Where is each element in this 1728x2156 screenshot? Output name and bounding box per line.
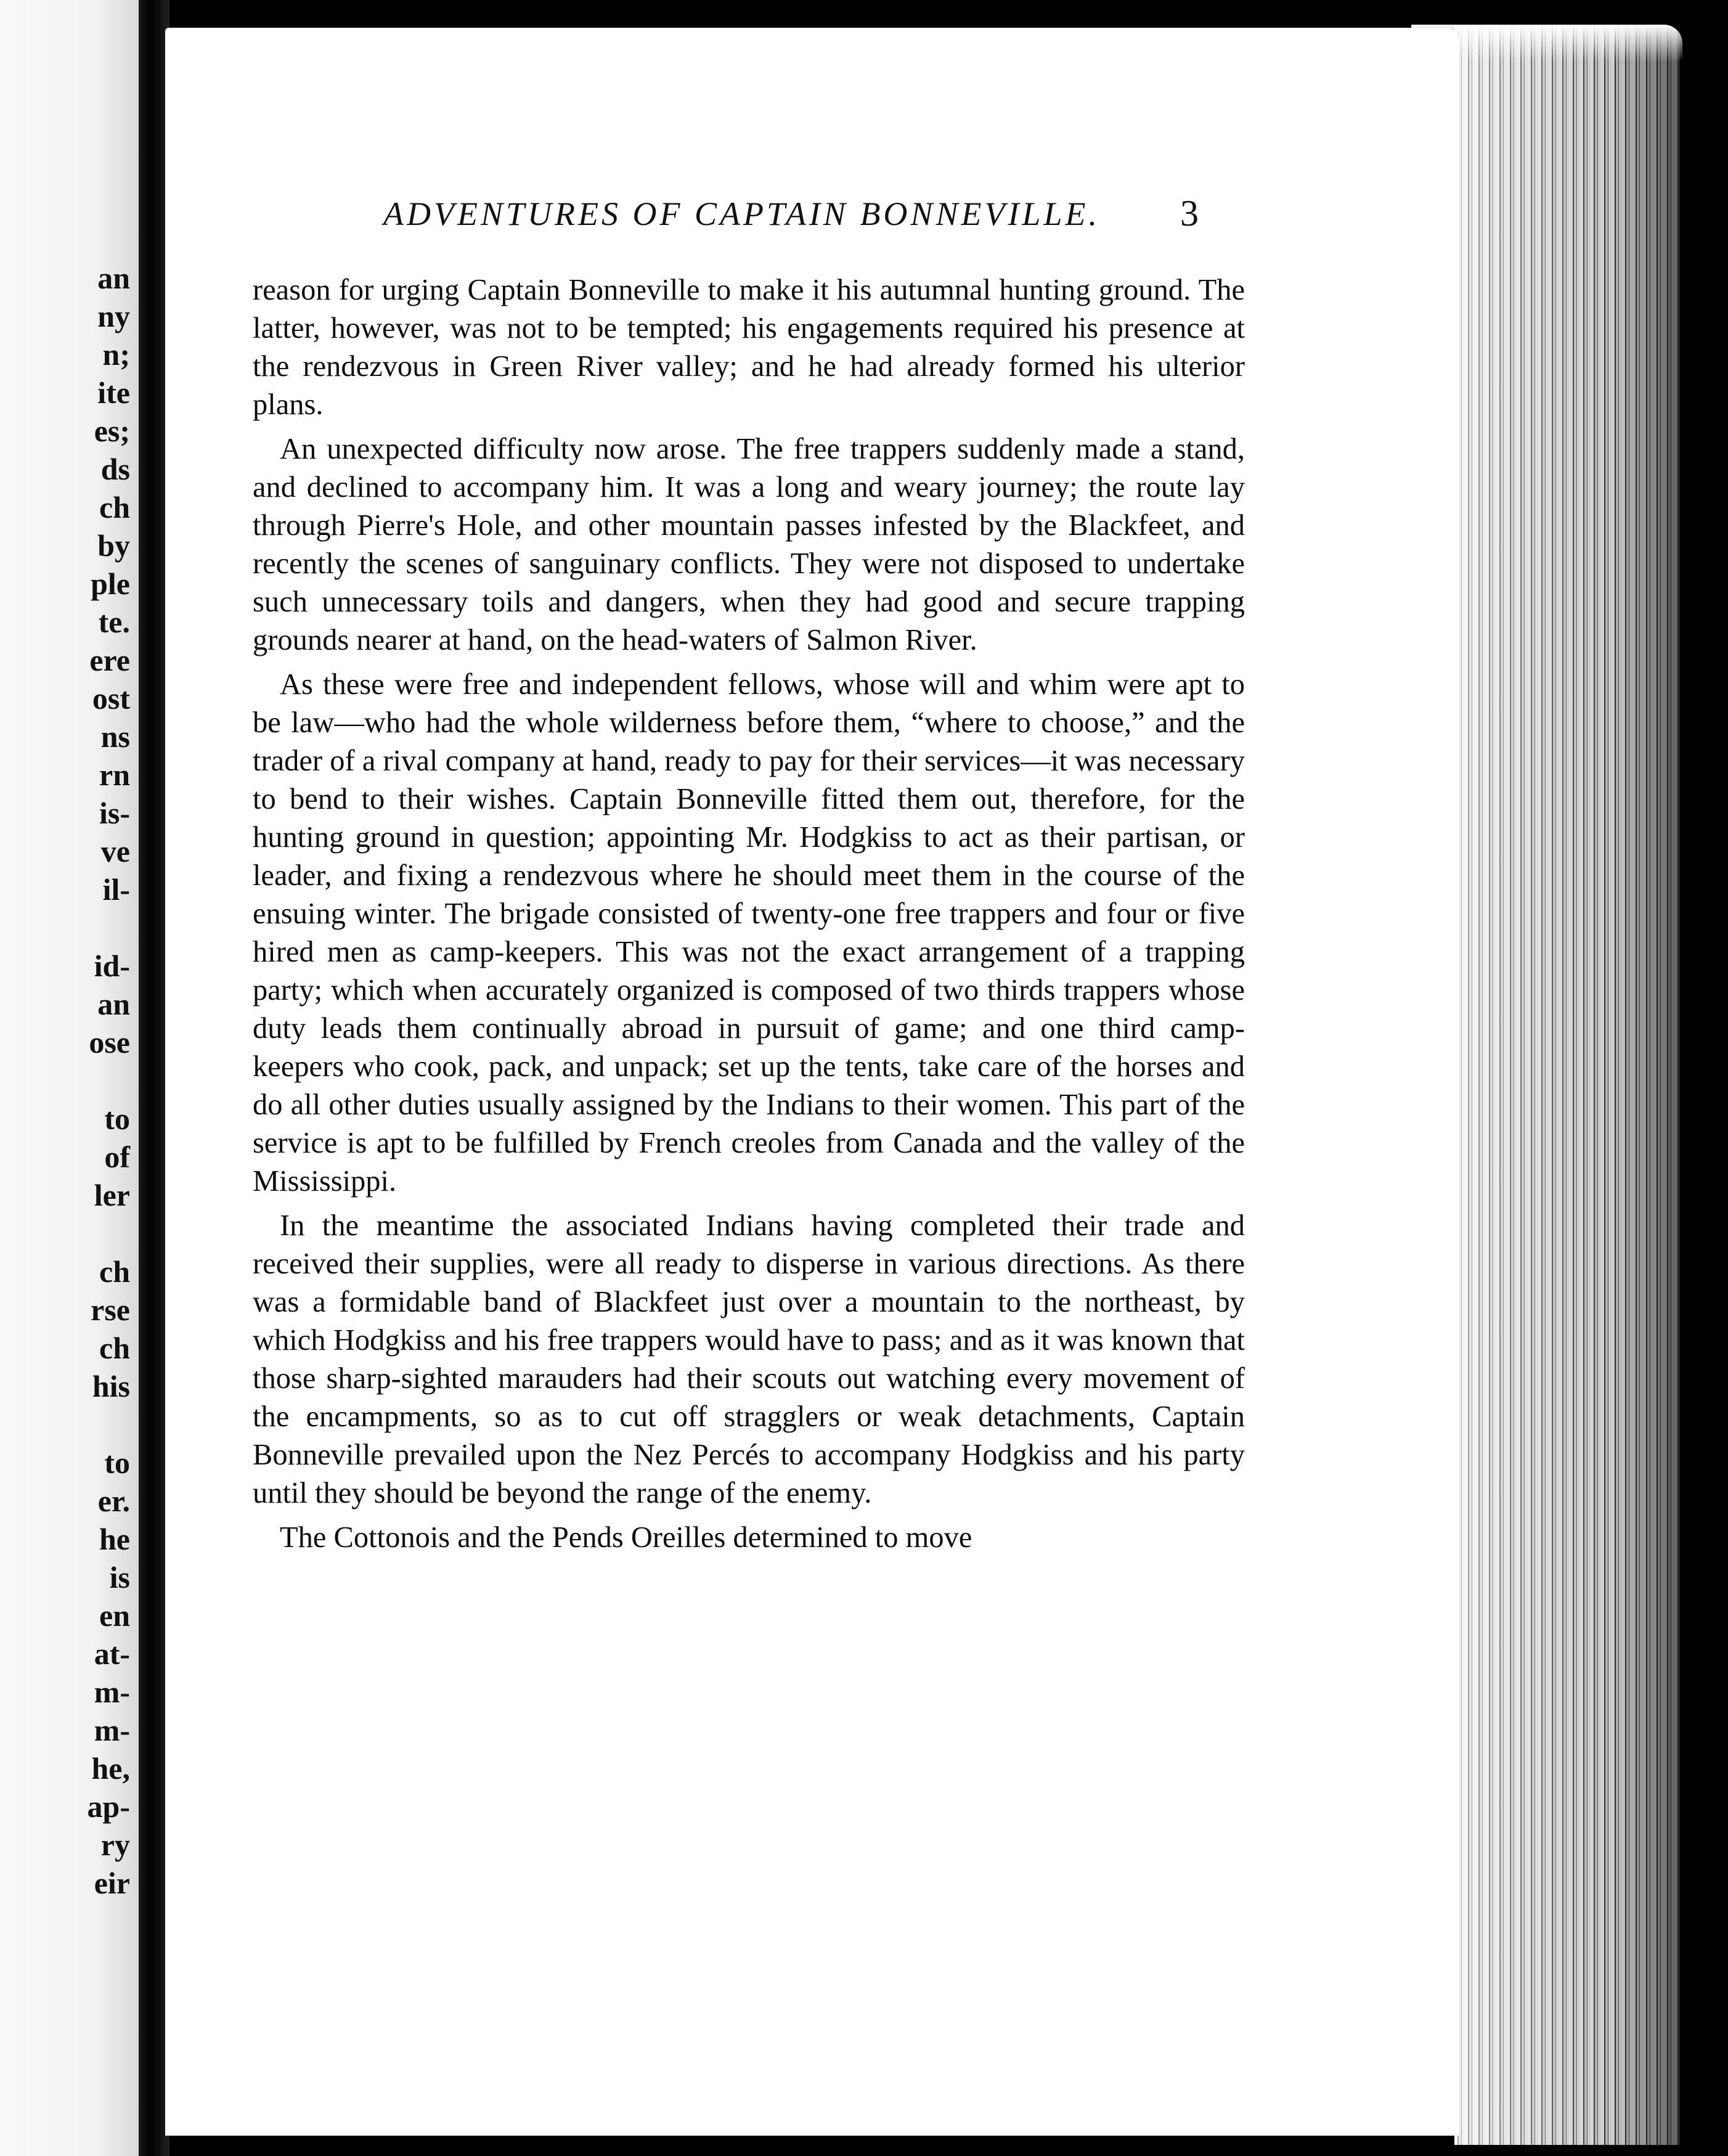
facing-page-fragment: at- (94, 1636, 130, 1671)
facing-page-fragment: ost (92, 681, 130, 716)
facing-page-fragment: to (104, 1445, 130, 1480)
facing-page-left (0, 0, 139, 2156)
paragraph: An unexpected difficulty now arose. The free trappers suddenly made a stand, and declined to accompany him. It was a long and weary journey; the route lay through Pierre's Hole, and other mountain passes infested by the Blackfeet, and recently the scenes of sanguinary conflicts. They were not disposed to undertake such unnecessary toils and dangers, when they had good and secure trapping grounds nearer at hand, on the head-waters of Salmon River. (253, 433, 1245, 656)
facing-page-fragment: his (92, 1369, 130, 1403)
facing-page-fragment: ere (89, 643, 130, 677)
facing-page-fragment: ve (100, 834, 130, 868)
facing-page-fragment: eir (94, 1866, 130, 1900)
facing-page-fragment: is- (99, 796, 130, 830)
page-number: 3 (1180, 193, 1199, 234)
page-edges-top (1411, 25, 1682, 62)
facing-page-fragment: ose (89, 1025, 130, 1060)
facing-page-fragment: rse (91, 1292, 130, 1327)
paragraph: The Cottonois and the Pends Oreilles determined to move (280, 1521, 972, 1554)
facing-page-fragment: to (104, 1101, 130, 1136)
paragraph: reason for urging Captain Bonneville to make it his autumnal hunting ground. The latter, however, was not to be tempted; his engagements required his presence at the rendezvous in Green River valley; and he had already formed his ulterior plans. (253, 274, 1245, 421)
facing-page-fragment: ny (97, 299, 130, 333)
facing-page-fragment: ch (99, 490, 130, 525)
facing-page-fragment: ds (100, 452, 130, 486)
facing-page-fragment: ple (91, 566, 130, 601)
facing-page-fragment: ch (99, 1331, 130, 1365)
facing-page-fragment: ns (100, 719, 130, 754)
facing-page-fragment: id- (94, 949, 130, 983)
page-body (253, 271, 1245, 1563)
facing-page-fragment: by (97, 528, 130, 563)
facing-page-fragment: er. (97, 1484, 130, 1518)
facing-page-fragment: ap- (87, 1789, 130, 1824)
facing-page-fragment: te. (98, 605, 130, 639)
running-title: ADVENTURES OF CAPTAIN BONNEVILLE. (383, 195, 1100, 232)
facing-page-fragment: rn (99, 757, 130, 792)
facing-page-fragment: is (109, 1560, 130, 1595)
paragraph: In the meantime the associated Indians having completed their trade and received their supplies, were all ready to disperse in various directions. As there was a formidable band of Blackfeet just over a mountain to the northeast, by which Hodgkiss and his free trappers would have to pass; and as it was known that those sharp-sighted marauders had their scouts out watching every movement of the encampments, so as to cut off stragglers or weak detachments, Captain Bonneville prevailed upon the Nez Percés to accompany Hodgkiss and his party until they should be beyond the range of the enemy. (253, 1209, 1245, 1509)
facing-page-fragment: he (99, 1522, 130, 1556)
paragraph: As these were free and independent fellows, whose will and whim were apt to be law—who had the whole wilderness before them, “where to choose,” and the trader of a rival company at hand, ready to pay for their services—it was necessary to bend to their wishes. Captain Bonneville fitted them out, therefore, for the hunting ground in question; appointing Mr. Hodgkiss to act as their partisan, or leader, and fixing a rendezvous where he should meet them in the course of the ensuing winter. The brigade consisted of twenty-one free trappers and four or five hired men as camp-keepers. This was not the exact arrangement of a trapping party; which when accurately organized is composed of two thirds trappers whose duty leads them continually abroad in pursuit of game; and one third camp-keepers who cook, pack, and unpack; set up the tents, take care of the horses and do all other duties usually assigned by the Indians to their women. This part of the service is apt to be fulfilled by French creoles from Canada and the valley of the Mississippi. (253, 668, 1245, 1198)
facing-page-fragment: en (99, 1598, 130, 1633)
facing-page-fragment: m- (94, 1713, 130, 1747)
facing-page-fragment: n; (102, 337, 130, 372)
facing-page-fragment: of (104, 1140, 130, 1174)
facing-page-fragment: an (97, 987, 130, 1021)
facing-page-fragment: es; (94, 414, 130, 448)
facing-page-fragment: he, (91, 1751, 130, 1786)
facing-page-fragment: ite (97, 375, 130, 410)
facing-page-fragment: ch (99, 1254, 130, 1289)
facing-page-fragment: il- (102, 872, 130, 907)
facing-page-fragment: m- (94, 1675, 130, 1709)
facing-page-fragment: an (97, 261, 130, 295)
facing-page-fragment: ler (94, 1178, 130, 1212)
page-edges-shade (1454, 25, 1679, 2145)
facing-page-fragment: ry (100, 1827, 130, 1862)
